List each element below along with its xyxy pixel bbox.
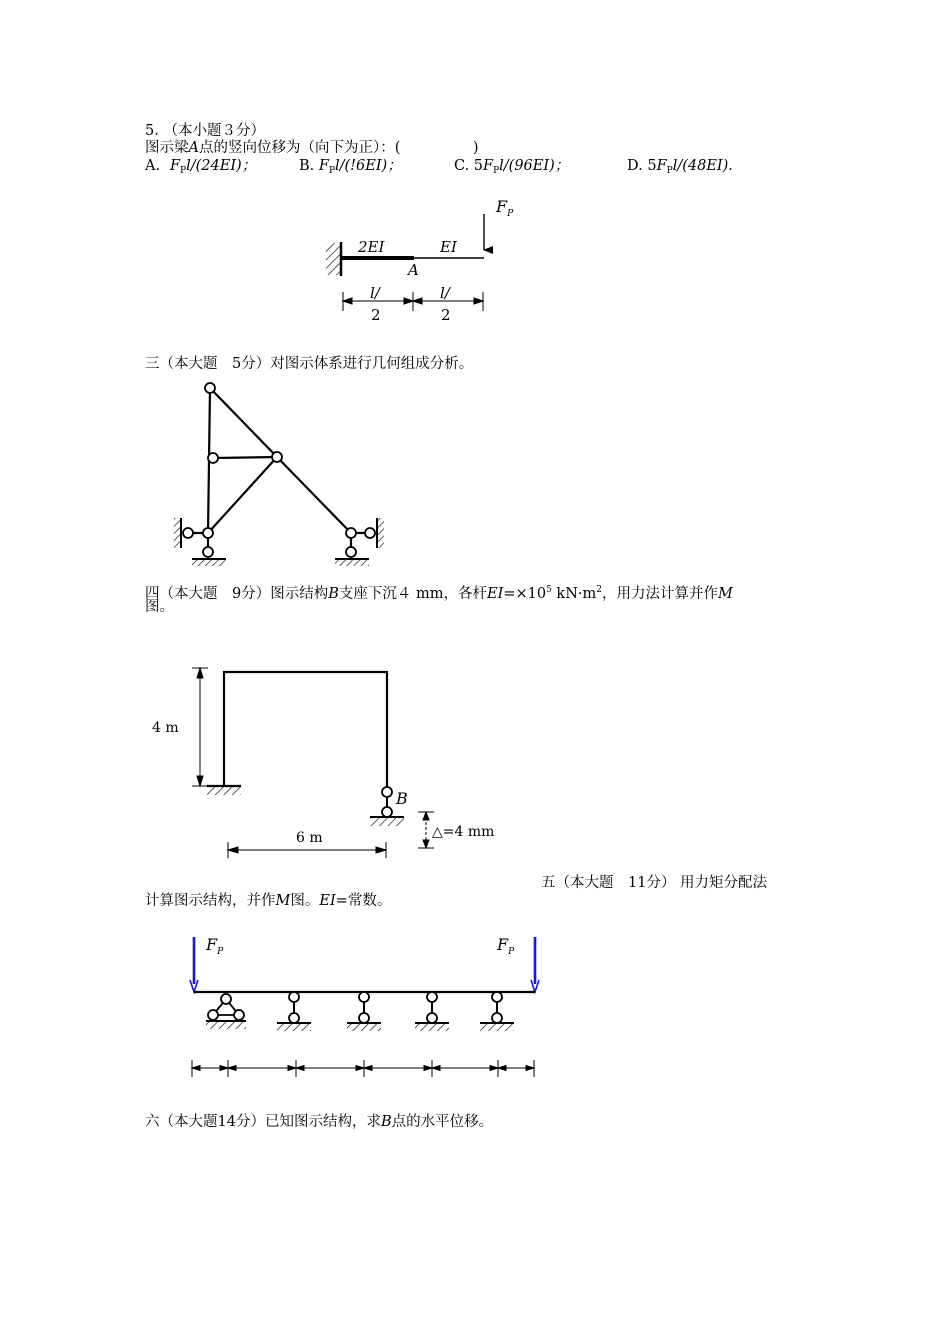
seg2-stiffness-label: EI	[440, 238, 457, 256]
q5-option-c-label: C.	[454, 158, 470, 174]
width-label: 6 m	[296, 830, 323, 846]
q5b-line1: 五（本大题 11分） 用力矩分配法	[541, 875, 768, 891]
q4-m-letter: M	[717, 586, 733, 602]
q4-part4: kN·m	[551, 586, 597, 602]
seg1-stiffness-label: 2EI	[358, 238, 385, 256]
q5b-line2-a: 计算图示结构，并作	[145, 893, 276, 909]
settlement-label: △=4 mm	[432, 824, 495, 840]
q5-prompt-point: A	[188, 140, 199, 156]
pinned-support-left-roller	[208, 1010, 218, 1020]
dim1-top-label: l/	[370, 284, 380, 302]
q5-option-a-f: F	[169, 158, 181, 174]
q6-point-b: B	[380, 1114, 392, 1130]
q4-part5: ，用力法计算并作	[601, 586, 718, 602]
dim1-bottom-label: 2	[371, 306, 381, 324]
q4-part3: =×10	[503, 586, 547, 602]
q6-text	[145, 1114, 493, 1131]
q4-point-b: B	[328, 586, 339, 602]
q5b-line2-c: =常数。	[335, 893, 392, 909]
q5-option-d-pre: 5	[647, 158, 657, 174]
q5-prompt-text: 图示梁	[145, 140, 189, 156]
q5-option-c-sub: P	[493, 166, 500, 176]
left-load-label: $F_P$	[206, 935, 224, 957]
point-a-label: A	[408, 261, 419, 279]
q4-ei: EI	[487, 586, 504, 602]
q5-option-d-label: D.	[627, 158, 643, 174]
q5-option-b-f: F	[318, 158, 329, 174]
dim2-bottom-label: 2	[441, 306, 451, 324]
height-label: 4 m	[152, 720, 179, 736]
q5-option-b-sub: P	[328, 166, 335, 176]
q5-option-b-rest: l/(!6EI)；	[335, 158, 402, 174]
q4-exp: 5	[546, 585, 552, 595]
q3-text: 三（本大题 5分）对图示体系进行几何组成分析。	[145, 356, 474, 372]
pinned-support-right-roller	[234, 1010, 244, 1020]
q5-option-b-label: B.	[299, 158, 315, 174]
roller-support-4	[480, 992, 514, 1031]
dim2-top-label: l/	[440, 284, 450, 302]
pinned-support-hatch	[206, 1022, 246, 1029]
q5-option-d-sub: P	[666, 166, 673, 176]
roller-support-3	[415, 992, 449, 1031]
roller-support-1	[277, 992, 311, 1031]
q5-option-c-pre: 5	[473, 158, 484, 174]
q5-option-a-label: A．	[145, 158, 170, 174]
load-label: $F_P$	[496, 197, 514, 219]
support-b-label: B	[396, 789, 408, 808]
q5-option-d-rest: l/(48EI).	[672, 158, 733, 174]
q5-option-a-rest: l/(24EI)；	[186, 158, 257, 174]
q5-option-c-f: F	[483, 158, 494, 174]
pinned-support-hinge	[221, 994, 231, 1004]
span-dimension-chain	[192, 1060, 534, 1077]
q5-prompt-rest: 点的竖向位移为（向下为正）：( )	[198, 140, 479, 156]
q6-part1: 六（本大题14分）已知图示结构，求	[145, 1114, 381, 1130]
q5b-line2-b: 图。	[290, 893, 320, 909]
q4-exp2: 2	[596, 585, 602, 595]
q4-part2: 支座下沉４ mm，各杆	[338, 586, 487, 602]
q4-line2: 图。	[145, 599, 174, 615]
q5b-ei: EI	[319, 893, 336, 909]
q5-option-c-rest: l/(96EI)；	[499, 158, 570, 174]
right-load-label: $F_P$	[497, 935, 515, 957]
q5-option-a-sub: P	[180, 166, 187, 176]
roller-support-2	[347, 992, 381, 1031]
q6-part2: 点的水平位移。	[391, 1114, 494, 1130]
q4-part1: 四（本大题 9分）图示结构	[145, 586, 329, 602]
q5-title: 5. （本小题３分）	[145, 123, 265, 139]
q5b-m-letter: M	[275, 893, 291, 909]
q5-option-d-f: F	[656, 158, 667, 174]
